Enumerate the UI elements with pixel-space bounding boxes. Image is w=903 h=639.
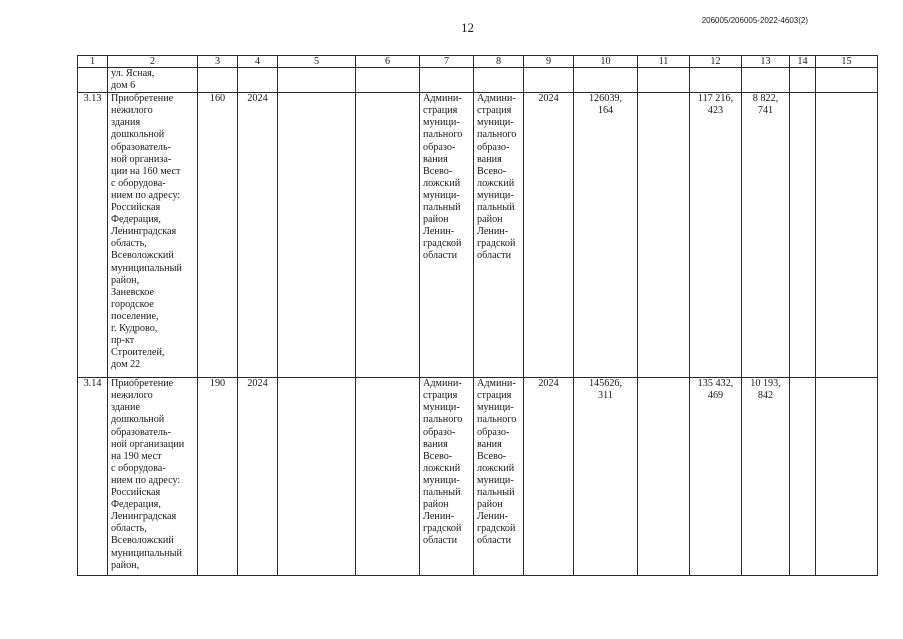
- document-id: 206005/206005-2022-4603(2): [701, 16, 808, 25]
- table-cell: [790, 93, 816, 378]
- table-cell: [742, 68, 790, 93]
- continuation-row: [78, 68, 878, 93]
- total-cost-cell: 145626, 311: [574, 378, 638, 576]
- table-cell: [356, 68, 420, 93]
- table-cell: [278, 378, 356, 576]
- table-cell: [690, 68, 742, 93]
- table-cell: [574, 68, 638, 93]
- recipient-cell: Админи- страция муници- пального образо- вания Всево- ложский муници- пальный район Ленин- градской области: [474, 93, 524, 378]
- table-cell: [524, 68, 574, 93]
- regional-funds-cell: 8 822, 741: [742, 93, 790, 378]
- table-cell: [356, 378, 420, 576]
- column-header: 4: [238, 56, 278, 68]
- table-cell: [78, 68, 108, 93]
- regional-funds-cell: 10 193, 842: [742, 378, 790, 576]
- year-cell: 2024: [238, 93, 278, 378]
- recipient-cell: Админи- страция муници- пального образо- вания Всево- ложский муници- пальный район Ленин- градской области: [474, 378, 524, 576]
- capacity-cell: 190: [198, 378, 238, 576]
- federal-funds-cell: 135 432, 469: [690, 378, 742, 576]
- table-cell: [790, 378, 816, 576]
- table-cell: [816, 378, 878, 576]
- column-header: 11: [638, 56, 690, 68]
- column-header: 5: [278, 56, 356, 68]
- column-header: 3: [198, 56, 238, 68]
- object-name-continuation: ул. Ясная, дом 6: [108, 68, 198, 93]
- table-cell: [816, 93, 878, 378]
- table-row: [78, 93, 878, 378]
- data-table: [77, 55, 878, 576]
- column-header: 8: [474, 56, 524, 68]
- capacity-cell: 160: [198, 93, 238, 378]
- column-number-row: [78, 56, 878, 68]
- table-cell: [638, 378, 690, 576]
- table-cell: [474, 68, 524, 93]
- federal-funds-cell: 117 216, 423: [690, 93, 742, 378]
- row-number: 3.13: [78, 93, 108, 378]
- table-cell: [238, 68, 278, 93]
- column-header: 9: [524, 56, 574, 68]
- column-header: 6: [356, 56, 420, 68]
- total-cost-cell: 126039, 164: [574, 93, 638, 378]
- customer-cell: Админи- страция муници- пального образо- вания Всево- ложский муници- пальный район Ленин- градской области: [420, 378, 474, 576]
- column-header: 2: [108, 56, 198, 68]
- table-cell: [638, 68, 690, 93]
- customer-cell: Админи- страция муници- пального образо- вания Всево- ложский муници- пальный район Ленин- градской области: [420, 93, 474, 378]
- row-number: 3.14: [78, 378, 108, 576]
- column-header: 15: [816, 56, 878, 68]
- table-cell: [278, 93, 356, 378]
- period-cell: 2024: [524, 93, 574, 378]
- column-header: 10: [574, 56, 638, 68]
- year-cell: 2024: [238, 378, 278, 576]
- table-row: [78, 378, 878, 576]
- table-cell: [638, 93, 690, 378]
- table-cell: [816, 68, 878, 93]
- table-cell: [198, 68, 238, 93]
- column-header: 14: [790, 56, 816, 68]
- column-header: 1: [78, 56, 108, 68]
- table-cell: [356, 93, 420, 378]
- column-header: 7: [420, 56, 474, 68]
- table-cell: [420, 68, 474, 93]
- column-header: 13: [742, 56, 790, 68]
- column-header: 12: [690, 56, 742, 68]
- object-name: Приобретение нежилого здания дошкольной образователь- ной организа- ции на 160 мест с оборудова- нием по адресу: Российская Федерация, Ленинградская область, Всеволожский муниципальный район, Заневское городское поселение, г. Кудрово, пр-кт Строителей, дом 22: [108, 93, 198, 378]
- period-cell: 2024: [524, 378, 574, 576]
- table-cell: [790, 68, 816, 93]
- page-number: 12: [461, 20, 474, 35]
- table-cell: [278, 68, 356, 93]
- object-name: Приобретение нежилого здание дошкольной образователь- ной организации на 190 мест с оборудова- нием по адресу: Российская Федерация, Ленинградская область, Всеволожский муниципальный район,: [108, 378, 198, 576]
